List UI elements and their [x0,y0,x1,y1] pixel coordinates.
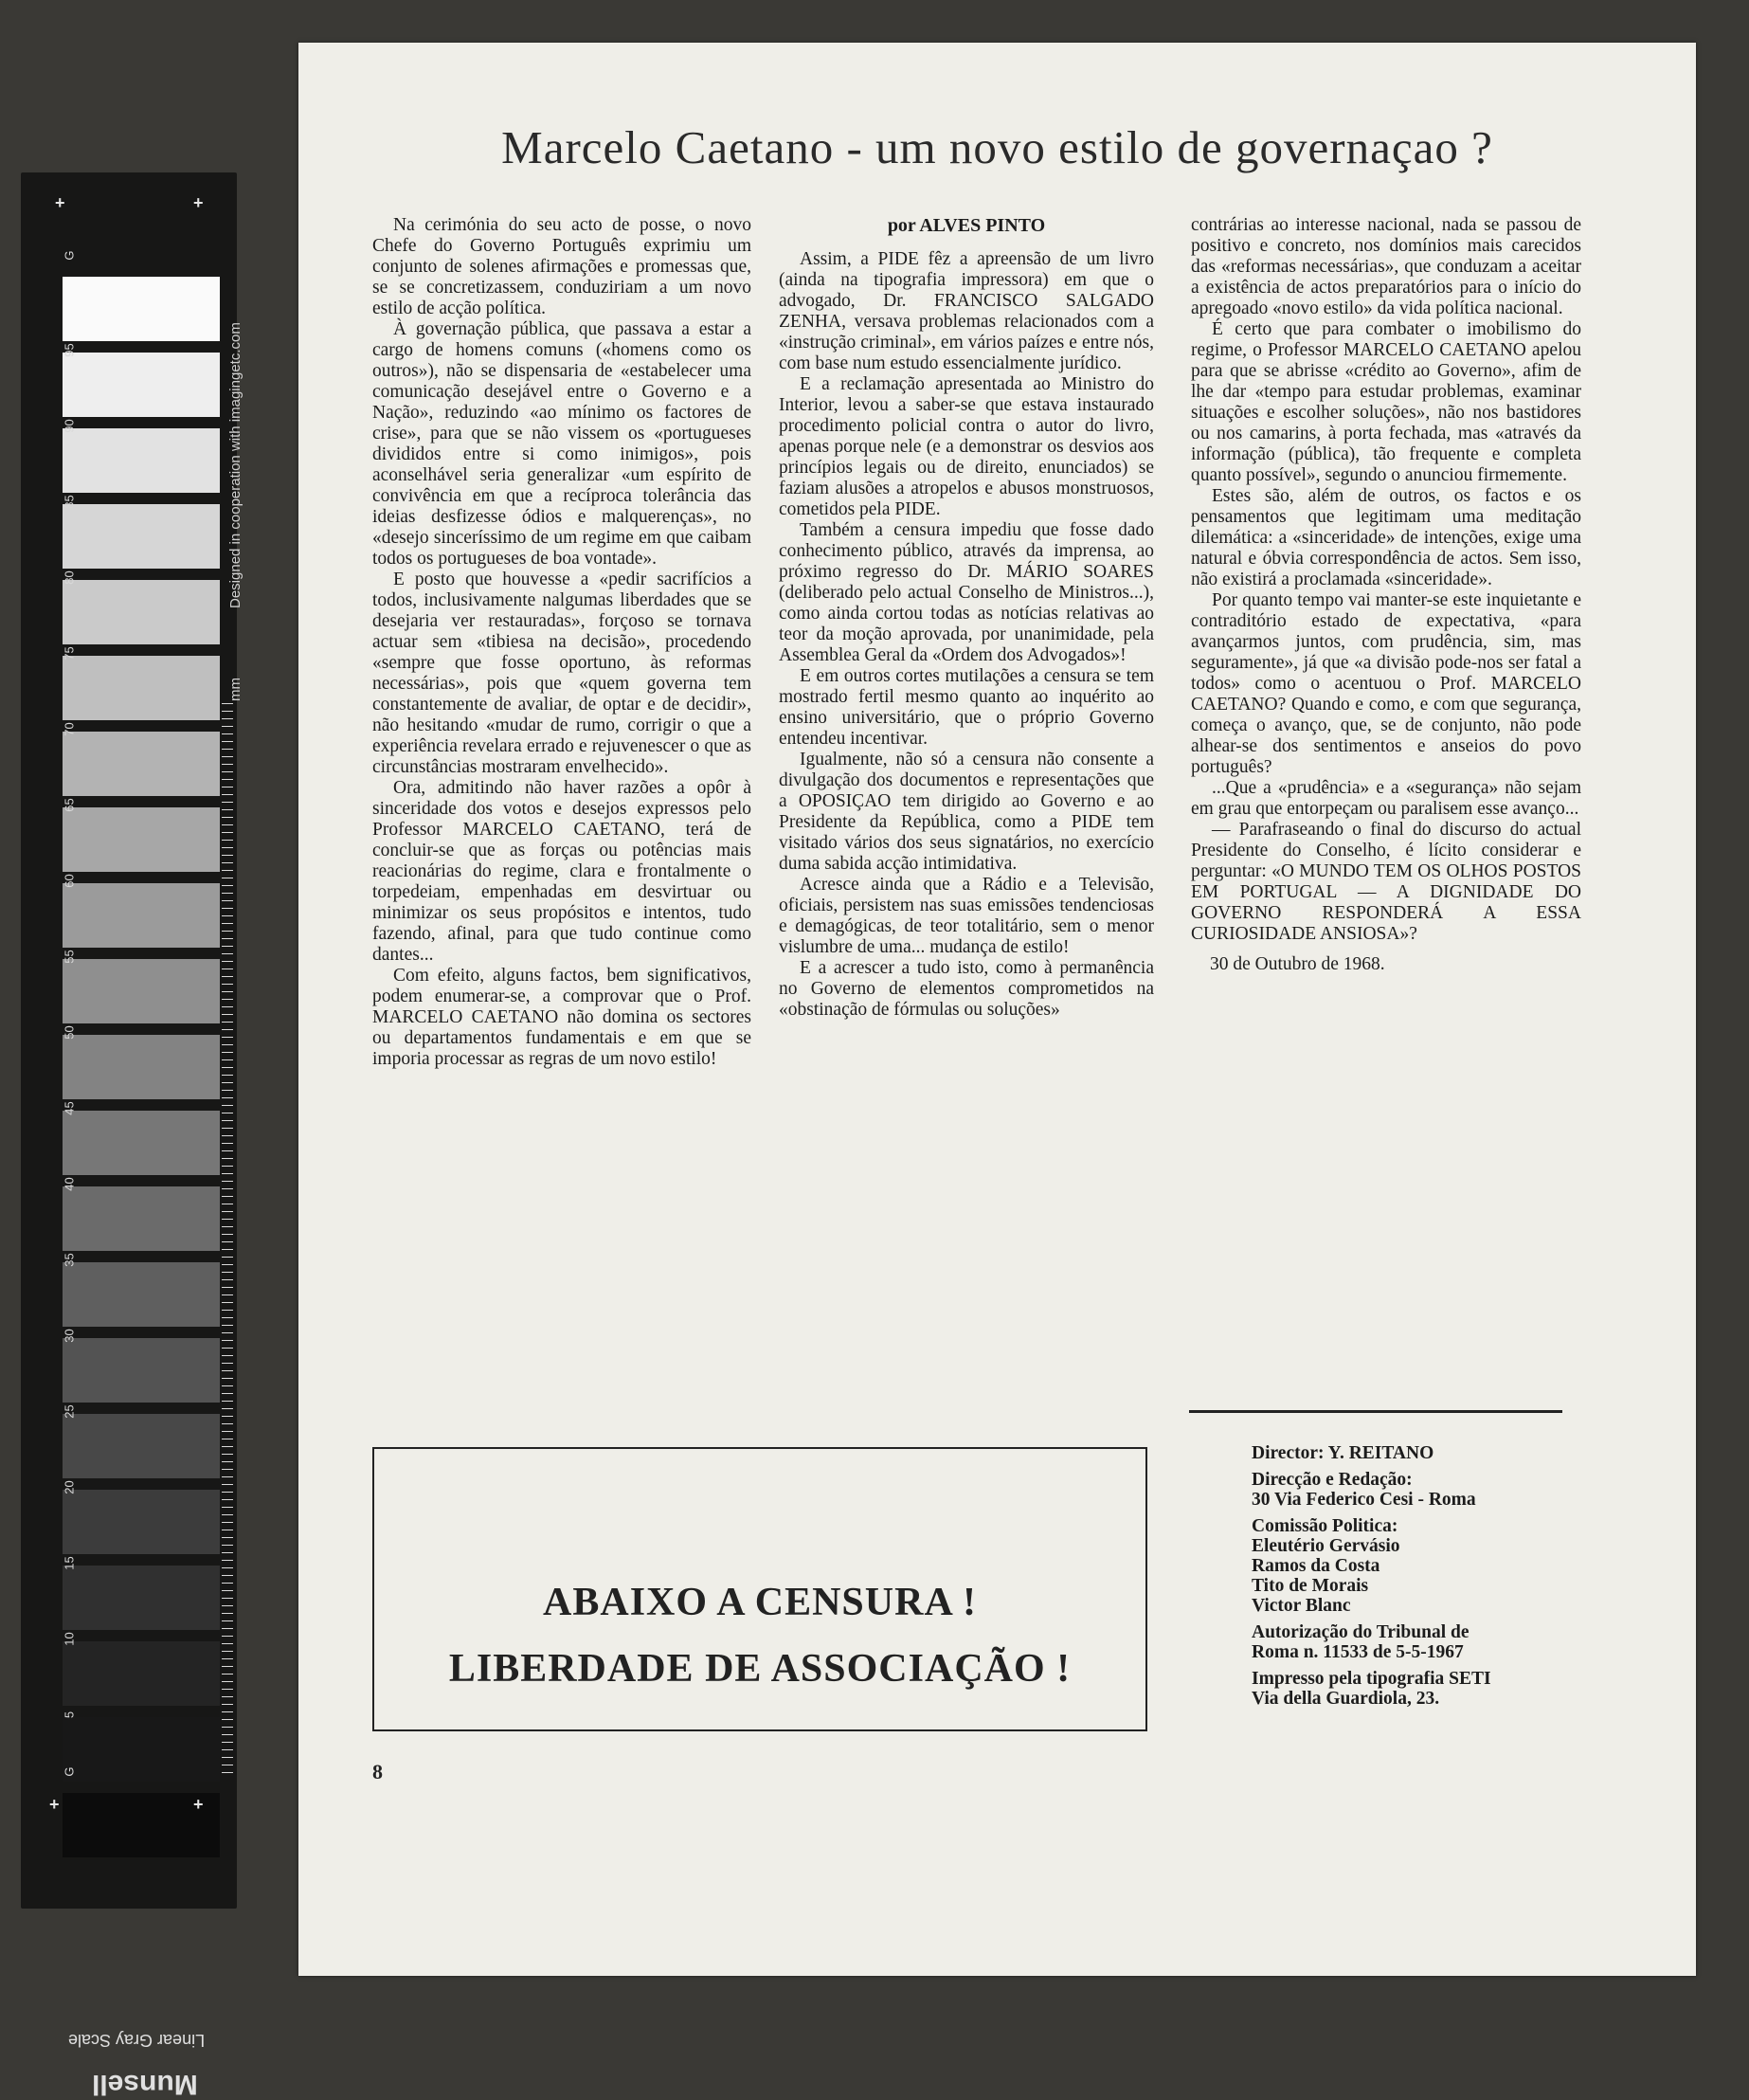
page-number: 8 [372,1760,383,1783]
redacao-address: 30 Via Federico Cesi - Roma [1252,1490,1476,1510]
gray-patch [63,1338,220,1403]
article-date: 30 de Outubro de 1968. [1210,954,1385,974]
scale-number: 90 [62,419,77,433]
impresso-line: Impresso pela tipografia SETI [1252,1669,1491,1689]
gray-patch [63,277,220,341]
gray-patch [63,1566,220,1630]
paragraph: Com efeito, alguns factos, bem significativos, podem enumerar-se, a comprovar que o Prof. MARCELO CAETANO não domina os sectores ou departamentos fundamentais e em que se imporia processar as regras de um novo estilo! [372,966,751,1069]
article-title: Marcelo Caetano - um novo estilo de governaçao ? [501,121,1493,173]
scale-number: 60 [62,874,77,888]
paragraph: Assim, a PIDE fêz a apreensão de um livro (ainda na tipografia impressora) em que o advogado, Dr. FRANCISCO SALGADO ZENHA, versava problemas relacionados com a «instrução criminal», em vários paízes e entre nós, com base num estudo essencialmente jurídico. [779,249,1154,373]
scale-number: 75 [62,646,77,661]
plus-mark: + [55,193,65,212]
gray-patch [63,732,220,796]
plus-mark: + [193,1795,204,1814]
scale-number: 35 [62,1253,77,1267]
scale-number: 10 [62,1632,77,1646]
paragraph: É certo que para combater o imobilismo do regime, o Professor MARCELO CAETANO apelou para que se abrisse «crédito ao Governo», afim de lhe dar «tempo para estudar problemas, examinar situações e escolher soluções», não nos bastidores ou nos camarins, à porta fechada, mas «através da informação (pública), tão frequente e completa quanto possível», segundo o anunciou firmemente. [1191,319,1581,485]
plus-mark: + [193,193,204,212]
scale-number: 20 [62,1480,77,1494]
scale-number: 50 [62,1025,77,1040]
newspaper-page [298,43,1696,1976]
article-column-3 [1191,215,1581,975]
paragraph: Acresce ainda que a Rádio e a Televisão, oficiais, persistem nas suas emissões tendenciosas e demagógicas, de teor totalitário, sem o menor vislumbre de uma... mudança de estilo! [779,875,1154,957]
autorizacao-line: Autorização do Tribunal de [1252,1622,1470,1642]
paragraph: E em outros cortes mutilações a censura se tem mostrado fertil mesmo quanto ao inquérito ao ensino universitário, que o próprio Governo entendeu incentivar. [779,666,1154,749]
byline: por ALVES PINTO [887,215,1046,236]
gray-patch [63,656,220,720]
paragraph: Também a censura impediu que fosse dado conhecimento público, através da imprensa, ao próximo regresso do Dr. MÁRIO SOARES (deliberado pelo actual Conselho de Ministros...), como ainda cortou todas as notícias relativas ao teor da moção aprovada, por unanimidade, pela Assemblea Geral da «Ordem dos Advogados»! [779,520,1154,665]
paragraph: Estes são, além de outros, os factos e os pensamentos que legitimam uma meditação dilemática: a «sinceridade» de intenções, exige uma natural e óbvia correspondência de actos. Sem isso, não existirá a proclamada «sinceridade». [1191,486,1581,589]
scale-number: 45 [62,1101,77,1115]
masthead-credits [1252,1443,1564,1715]
paragraph: E a reclamação apresentada ao Ministro do Interior, levou a saber-se que estava instaurado procedimento policial contra o autor do livro, apenas porque nele (e a demonstrar os desvios aos princípios legais ou de direito, enunciados) se faziam alusões a atropelos e abusos monstruosos, cometidos pela PIDE. [779,374,1154,519]
comissao [1252,1516,1564,1616]
article-column-2 [779,215,1154,1021]
scale-number: 40 [62,1177,77,1191]
gray-patch [63,580,220,644]
slogan-line-2: LIBERDADE DE ASSOCIAÇÃO ! [448,1647,1072,1691]
gray-scale-strip [21,172,243,2100]
comissao-label: Comissão Politica: [1252,1516,1398,1536]
impresso [1252,1669,1564,1709]
divider [1189,1410,1562,1413]
scale-number: 85 [62,495,77,509]
brand-logo: Munsell [92,2069,198,2100]
scale-number: 25 [62,1404,77,1419]
gray-patch [63,504,220,569]
gray-patch [63,1717,220,1782]
paragraph: À governação pública, que passava a estar a cargo de homens comuns («homens como os outros»), não se dispensaria de «estabelecer uma comunicação desejável entre o Governo e a Nação», reduzindo «ao mínimo os factores de crise», para que se não vissem os «portugueses divididos entre si como inimigos», pois aconselhável seria generalizar «um espírito de convivência em que a recíproca tolerância das ideias desfizesse ódios e malquerenças», no «desejo sinceríssimo de um regime em que caibam todos os portugueses de boa vontade». [372,319,751,569]
designed-text: Designed in cooperation with imagingetc.com [227,322,243,608]
redacao-label: Direcção e Redação: [1252,1470,1413,1490]
scale-bottom-label: G [62,1766,77,1777]
scale-top-label: G [62,250,77,261]
scale-number: 65 [62,798,77,812]
scale-name: Linear Gray Scale [68,2031,206,2050]
director: Director: Y. REITANO [1252,1443,1434,1463]
scale-number: 80 [62,570,77,585]
autorizacao-line: Roma n. 11533 de 5-5-1967 [1252,1642,1464,1662]
gray-patch [63,883,220,948]
gray-patch [63,1414,220,1478]
paragraph: Igualmente, não só a censura não consente a divulgação dos documentos e representações que a OPOSIÇAO tem dirigido ao Governo e ao Presidente da República, como a PIDE tem visitado vários dos seus signatários, no exercício duma sabida acção intimidativa. [779,750,1154,874]
paragraph: Por quanto tempo vai manter-se este inquietante e contraditório estado de expectativa, «para avançarmos juntos, com prudência, sim, mas seguramente», já que «a divisão pode-nos ser fatal a todos» como o acentuou o Prof. MARCELO CAETANO? Quando e como, e com que segurança, começa o avanço, que, se de conjunto, não pode alhear-se dos sentimentos e anseios do povo português? [1191,590,1581,777]
redacao [1252,1470,1564,1510]
gray-patches [21,172,237,1909]
paragraph: E a acrescer a tudo isto, como à permanência no Governo de elementos comprometidos na «obstinação de fórmulas ou soluções» [779,958,1154,1020]
paragraph: Na cerimónia do seu acto de posse, o novo Chefe do Governo Português exprimiu um conjunto de solenes afirmações e promessas que, se se concretizassem, conduziriam a um novo estilo de acção política. [372,215,751,318]
slogan-line-1: ABAIXO A CENSURA ! [543,1581,977,1624]
article-column-1 [372,215,751,1070]
gray-patch [63,807,220,872]
comissao-member: Tito de Morais [1252,1576,1369,1596]
plus-mark: + [49,1795,60,1814]
paragraph: E posto que houvesse a «pedir sacrifícios a todos, inclusivamente nalgumas liberdades que se desejaria ver restauradas», forçoso se tornava actuar sem «tibiesa na decisão», procedendo «sempre que fosse oportuno, às reformas necessárias», pois que «quem governa tem constantemente de avaliar, de optar e de decidir», não hesitando «mudar de rumo, corrigir o que a experiência revelara errado e rejuvenescer o que as circunstâncias mostraram envelhecido». [372,570,751,777]
gray-patch [63,1641,220,1706]
unit-label: mm [227,678,243,701]
slogan-box [372,1447,1147,1731]
comissao-member: Eleutério Gervásio [1252,1536,1400,1556]
paragraph: — Parafraseando o final do discurso do actual Presidente do Conselho, é lícito considerar e perguntar: «O MUNDO TEM OS OLHOS POSTOS EM PORTUGAL — A DIGNIDADE DO GOVERNO RESPONDERÁ A ESSA CURIOSIDADE ANSIOSA»? [1191,820,1581,944]
scale-number: 55 [62,950,77,964]
mm-ruler [222,703,233,1779]
scale-number: 5 [62,1711,77,1719]
autorizacao [1252,1622,1564,1662]
impresso-line: Via della Guardiola, 23. [1252,1689,1440,1709]
comissao-member: Ramos da Costa [1252,1556,1380,1576]
paragraph: Ora, admitindo não haver razões a opôr à sinceridade dos votos e desejos expressos pelo Professor MARCELO CAETANO, terá de concluir-se que as forças ou potências mais reacionárias do regime, clara e frontalmente o torpedeiam, empenhadas em desvirtuar ou minimizar os seus propósitos e intentos, tudo fazendo, afinal, para que tudo continue como dantes... [372,778,751,965]
paragraph: ...Que a «prudência» e a «segurança» não sejam em grau que entorpeçam ou paralisem esse avanço... [1191,778,1581,819]
scale-number: 30 [62,1329,77,1343]
gray-patch [63,428,220,493]
scale-number: 70 [62,722,77,736]
gray-patch [63,1186,220,1251]
gray-patch [63,1490,220,1554]
scale-number: 15 [62,1556,77,1570]
gray-patch [63,353,220,417]
paragraph: contrárias ao interesse nacional, nada se passou de positivo e concreto, nos domínios mais carecidos das «reformas necessárias», que conduzam a aceitar a existência de actos preparatórios para o início do apregoado «novo estilo» da vida política nacional. [1191,215,1581,318]
gray-patch [63,1035,220,1099]
scale-number: 95 [62,343,77,357]
gray-patch [63,1262,220,1327]
gray-patch [63,959,220,1023]
comissao-member: Victor Blanc [1252,1596,1351,1616]
gray-patch [63,1111,220,1175]
